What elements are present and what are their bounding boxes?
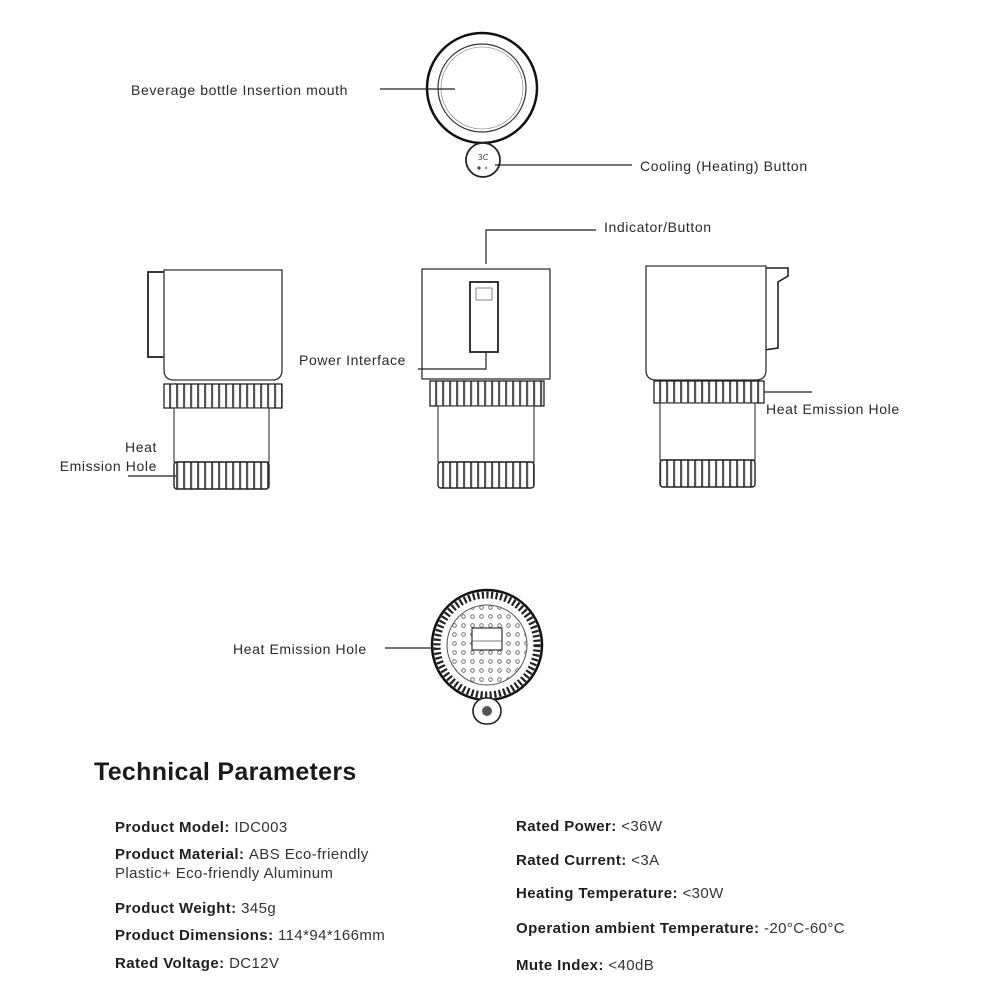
param-product-dimensions: Product Dimensions: 114*94*166mm [115,927,386,944]
param-value: 114*94*166mm [278,927,386,944]
param-operation-ambient-temperature: Operation ambient Temperature: -20°C-60°C [516,920,846,937]
param-value: <30W [682,885,724,902]
param-value-continued: Plastic+ Eco-friendly Aluminum [115,865,334,882]
param-key: Product Dimensions [115,927,269,944]
svg-text:3C: 3C [477,153,489,162]
param-value: 345g [241,900,277,917]
param-rated-current: Rated Current: <3A [516,852,660,869]
param-value: DC12V [229,955,280,972]
param-value: <40dB [608,957,655,974]
param-key: Product Weight [115,900,232,917]
param-product-model: Product Model: IDC003 [115,819,288,836]
param-value: -20°C-60°C [764,920,846,937]
indicator-button-label: Indicator/Button [604,219,712,235]
param-key: Product Material [115,846,239,863]
cooling-button-label: Cooling (Heating) Button [640,158,808,174]
right-side-view [646,266,812,487]
param-key: Operation ambient Temperature [516,920,755,937]
bottom-view [385,590,542,724]
param-key: Rated Current [516,852,622,869]
heat-hole-right-label: Heat Emission Hole [766,401,900,417]
front-view [418,230,596,488]
param-key: Rated Voltage [115,955,220,972]
param-value: <3A [631,852,660,869]
param-rated-voltage: Rated Voltage: DC12V [115,955,280,972]
param-rated-power: Rated Power: <36W [516,818,663,835]
heat-hole-bottom-label: Heat Emission Hole [233,641,367,657]
technical-parameters-title: Technical Parameters [94,758,357,786]
top-view [380,33,632,177]
param-heating-temperature: Heating Temperature: <30W [516,885,724,902]
param-key: Rated Power [516,818,612,835]
param-key: Product Model [115,819,225,836]
power-interface-label: Power Interface [299,352,407,368]
param-value: <36W [621,818,663,835]
param-key: Heating Temperature [516,885,673,902]
param-product-weight: Product Weight: 345g [115,900,277,917]
param-product-material: Product Material: ABS Eco-friendly Plastic+ Eco-friendly Aluminum [115,846,369,882]
param-value: ABS Eco-friendly [248,846,369,863]
param-mute-index: Mute Index: <40dB [516,957,655,974]
param-value: IDC003 [234,819,288,836]
beverage-mouth-label: Beverage bottle Insertion mouth [131,82,349,98]
heat-hole-left-label-line2: Emission Hole [59,458,157,474]
param-key: Mute Index [516,957,599,974]
heat-hole-left-label-line1: Heat [125,439,157,455]
